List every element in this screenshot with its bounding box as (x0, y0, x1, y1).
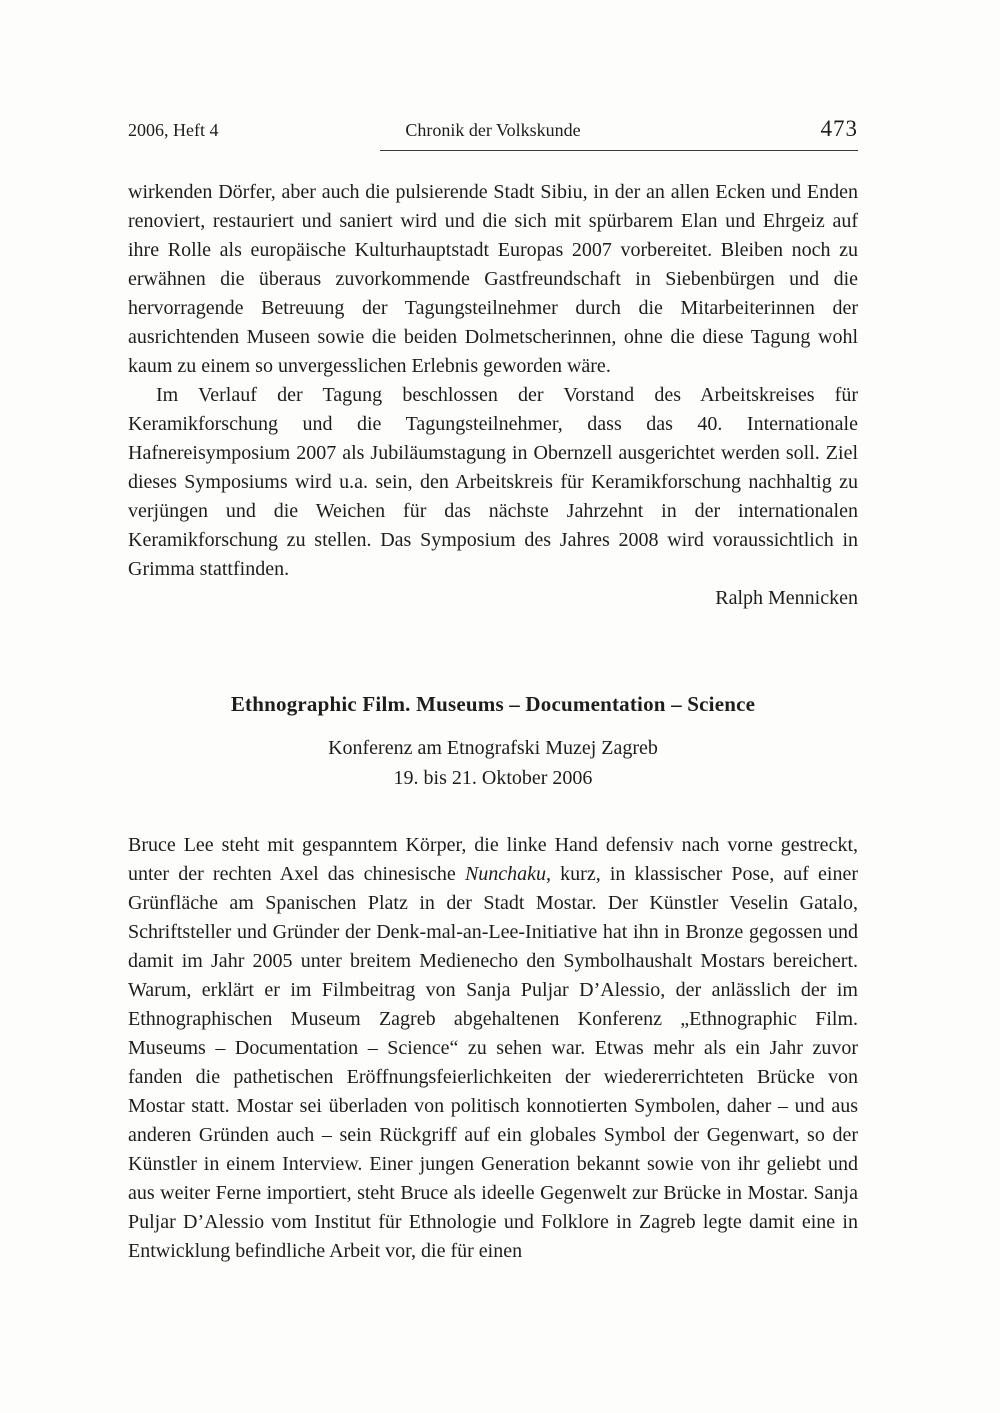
previous-article-author: Ralph Mennicken (715, 587, 858, 609)
previous-article-paragraph-1: wirkenden Dörfer, aber auch die pulsierende Stadt Sibiu, in der an allen Ecken und Enden renoviert, restauriert und saniert wird und die sich mit spürbarem Elan und Ehrgeiz auf ihre Rolle als europäische Kulturhauptstadt Europas 2007 vorbereitet. Bleiben noch zu erwähnen die überaus zuvorkommende Gastfreundschaft in Siebenbürgen und die hervorragende Betreuung der Tagungsteilnehmer durch die Mitarbeiterinnen der ausrichtenden Museen sowie die beiden Dolmetscherinnen, ohne die diese Tagung wohl kaum zu einem so unvergesslichen Erlebnis geworden wäre. (128, 181, 858, 377)
text-block (128, 116, 858, 1266)
header-rule (380, 150, 858, 151)
article-paragraph-pre: Bruce Lee steht mit gespanntem Körper, die linke Hand defensiv nach vorne gestreckt, unter der rechten Axel das chinesische (128, 834, 858, 885)
article-paragraph-post: , kurz, in klassischer Pose, auf einer Grünfläche am Spanischen Platz in der Stadt Mostar. Der Künstler Veselin Gatalo, Schriftsteller und Gründer der Denk-mal-an-Lee-Initiative hat ihn in Bronze gegossen und damit im Jahr 2005 unter breitem Medienecho den Symbolhaushalt Mostars bereichert. Warum, erklärt er im Filmbeitrag von Sanja Puljar D’Alessio, der anlässlich der im Ethnographischen Museum Zagreb abgehaltenen Konferenz „Ethnographic Film. Museums – Documentation – Science“ zu sehen war. Etwas mehr als ein Jahr zuvor fanden die pathetischen Eröffnungsfeierlichkeiten der wiedererrichteten Brücke von Mostar statt. Mostar sei überladen von politisch konnotierten Symbolen, daher – und aus anderen Gründen auch – sein Rückgriff auf ein globales Symbol der Gegenwart, so der Künstler in einem Interview. Einer jungen Generation bekannt sowie von ihr geliebt und aus weiter Ferne importiert, steht Bruce als ideelle Gegenwelt zur Brücke in Mostar. Sanja Puljar D’Alessio vom Institut für Ethnologie und Folklore in Zagreb legte damit eine in Entwicklung befindliche Arbeit vor, die für einen (128, 863, 858, 1262)
article-body-paragraph (128, 831, 858, 1266)
header-journal-title: Chronik der Volkskunde (405, 120, 581, 140)
article-subtitle-block (128, 733, 858, 793)
header-page-number: 473 (820, 116, 858, 141)
article-subtitle: Konferenz am Etnografski Muzej Zagreb (328, 737, 658, 759)
italic-term: Nunchaku (464, 863, 547, 885)
previous-article-paragraph-2: Im Verlauf der Tagung beschlossen der Vorstand des Arbeitskreises für Keramikforschung und die Tagungsteilnehmer, dass das 40. Internationale Hafnereisymposium 2007 als Jubiläumstagung in Obernzell ausgerichtet werden soll. Ziel dieses Symposiums wird u.a. sein, den Arbeitskreis für Keramikforschung nachhaltig zu verjüngen und die Weichen für das nächste Jahrzehnt in der internationalen Keramikforschung zu stellen. Das Symposium des Jahres 2008 wird voraussichtlich in Grimma stattfinden. (128, 384, 858, 580)
article-title: Ethnographic Film. Museums – Documentation – Science (230, 692, 756, 716)
running-header (128, 116, 858, 142)
header-issue: 2006, Heft 4 (128, 120, 219, 140)
article-date-line: 19. bis 21. Oktober 2006 (393, 767, 593, 789)
